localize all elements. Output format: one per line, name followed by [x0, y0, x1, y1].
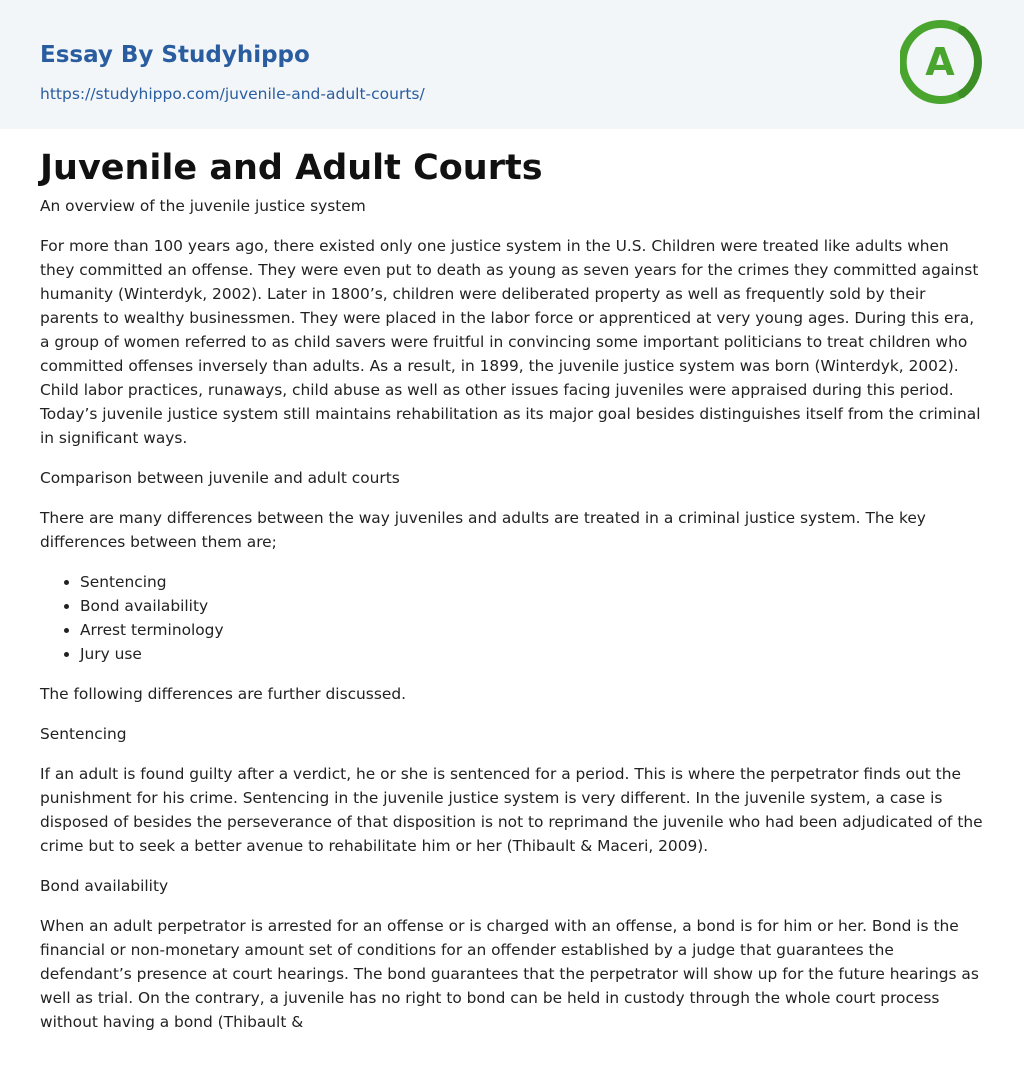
brand-title[interactable]: Essay By Studyhippo	[40, 42, 310, 68]
source-url-link[interactable]: https://studyhippo.com/juvenile-and-adult-courts/	[40, 85, 425, 103]
section-heading: Sentencing	[40, 725, 127, 743]
paragraph: When an adult perpetrator is arrested for an offense or is charged with an offense, a bond is for him or her. Bond is the financial or non-monetary amount set of conditions for an offender established by a judge that guarantees the defendant’s presence at court hearings. The bond guarantees that the perpetrator will show up for the future hearings as well as trial. On the contrary, a juvenile has no right to bond can be held in custody through the whole court process without having a bond (Thibault &	[40, 917, 979, 1031]
section-heading: Comparison between juvenile and adult courts	[40, 469, 400, 487]
paragraph: An overview of the juvenile justice system	[40, 197, 366, 215]
paragraph: For more than 100 years ago, there existed only one justice system in the U.S. Children were treated like adults when they committed an offense. They were even put to death as young as seven years for the crimes they committed against humanity (Winterdyk, 2002). Later in 1800’s, children were deliberated property as well as frequently sold by their parents to wealthy businessmen. They were placed in the labor force or apprenticed at very young ages. During this era, a group of women referred to as child savers were fruitful in convincing some important politicians to treat children who committed offenses inversely than adults. As a result, in 1899, the juvenile justice system was born (Winterdyk, 2002). Child labor practices, runaways, child abuse as well as other issues facing juveniles were appraised during this period. Today’s juvenile justice system still maintains rehabilitation as its major goal besides distinguishes itself from the criminal in significant ways.	[40, 237, 981, 447]
differences-list	[40, 570, 984, 666]
section-heading: Bond availability	[40, 877, 169, 895]
paragraph: There are many differences between the way juveniles and adults are treated in a criminal justice system. The key differences between them are;	[40, 509, 926, 551]
list-item: • Sentencing	[80, 570, 984, 594]
studyhippo-logo-icon[interactable]	[900, 18, 988, 106]
page-title: Juvenile and Adult Courts	[40, 148, 543, 188]
list-item: • Jury use	[80, 642, 984, 666]
paragraph: If an adult is found guilty after a verdict, he or she is sentenced for a period. This is where the perpetrator finds out the punishment for his crime. Sentencing in the juvenile justice system is very different. In the juvenile system, a case is disposed of besides the perseverance of that disposition is not to reprimand the juvenile who had been adjudicated of the crime but to seek a better avenue to rehabilitate him or her (Thibault & Maceri, 2009).	[40, 765, 983, 855]
paragraph: The following differences are further discussed.	[40, 685, 406, 703]
article-body	[40, 194, 984, 1050]
list-item: • Bond availability	[80, 594, 984, 618]
list-item: • Arrest terminology	[80, 618, 984, 642]
svg-text:A: A	[925, 40, 955, 84]
